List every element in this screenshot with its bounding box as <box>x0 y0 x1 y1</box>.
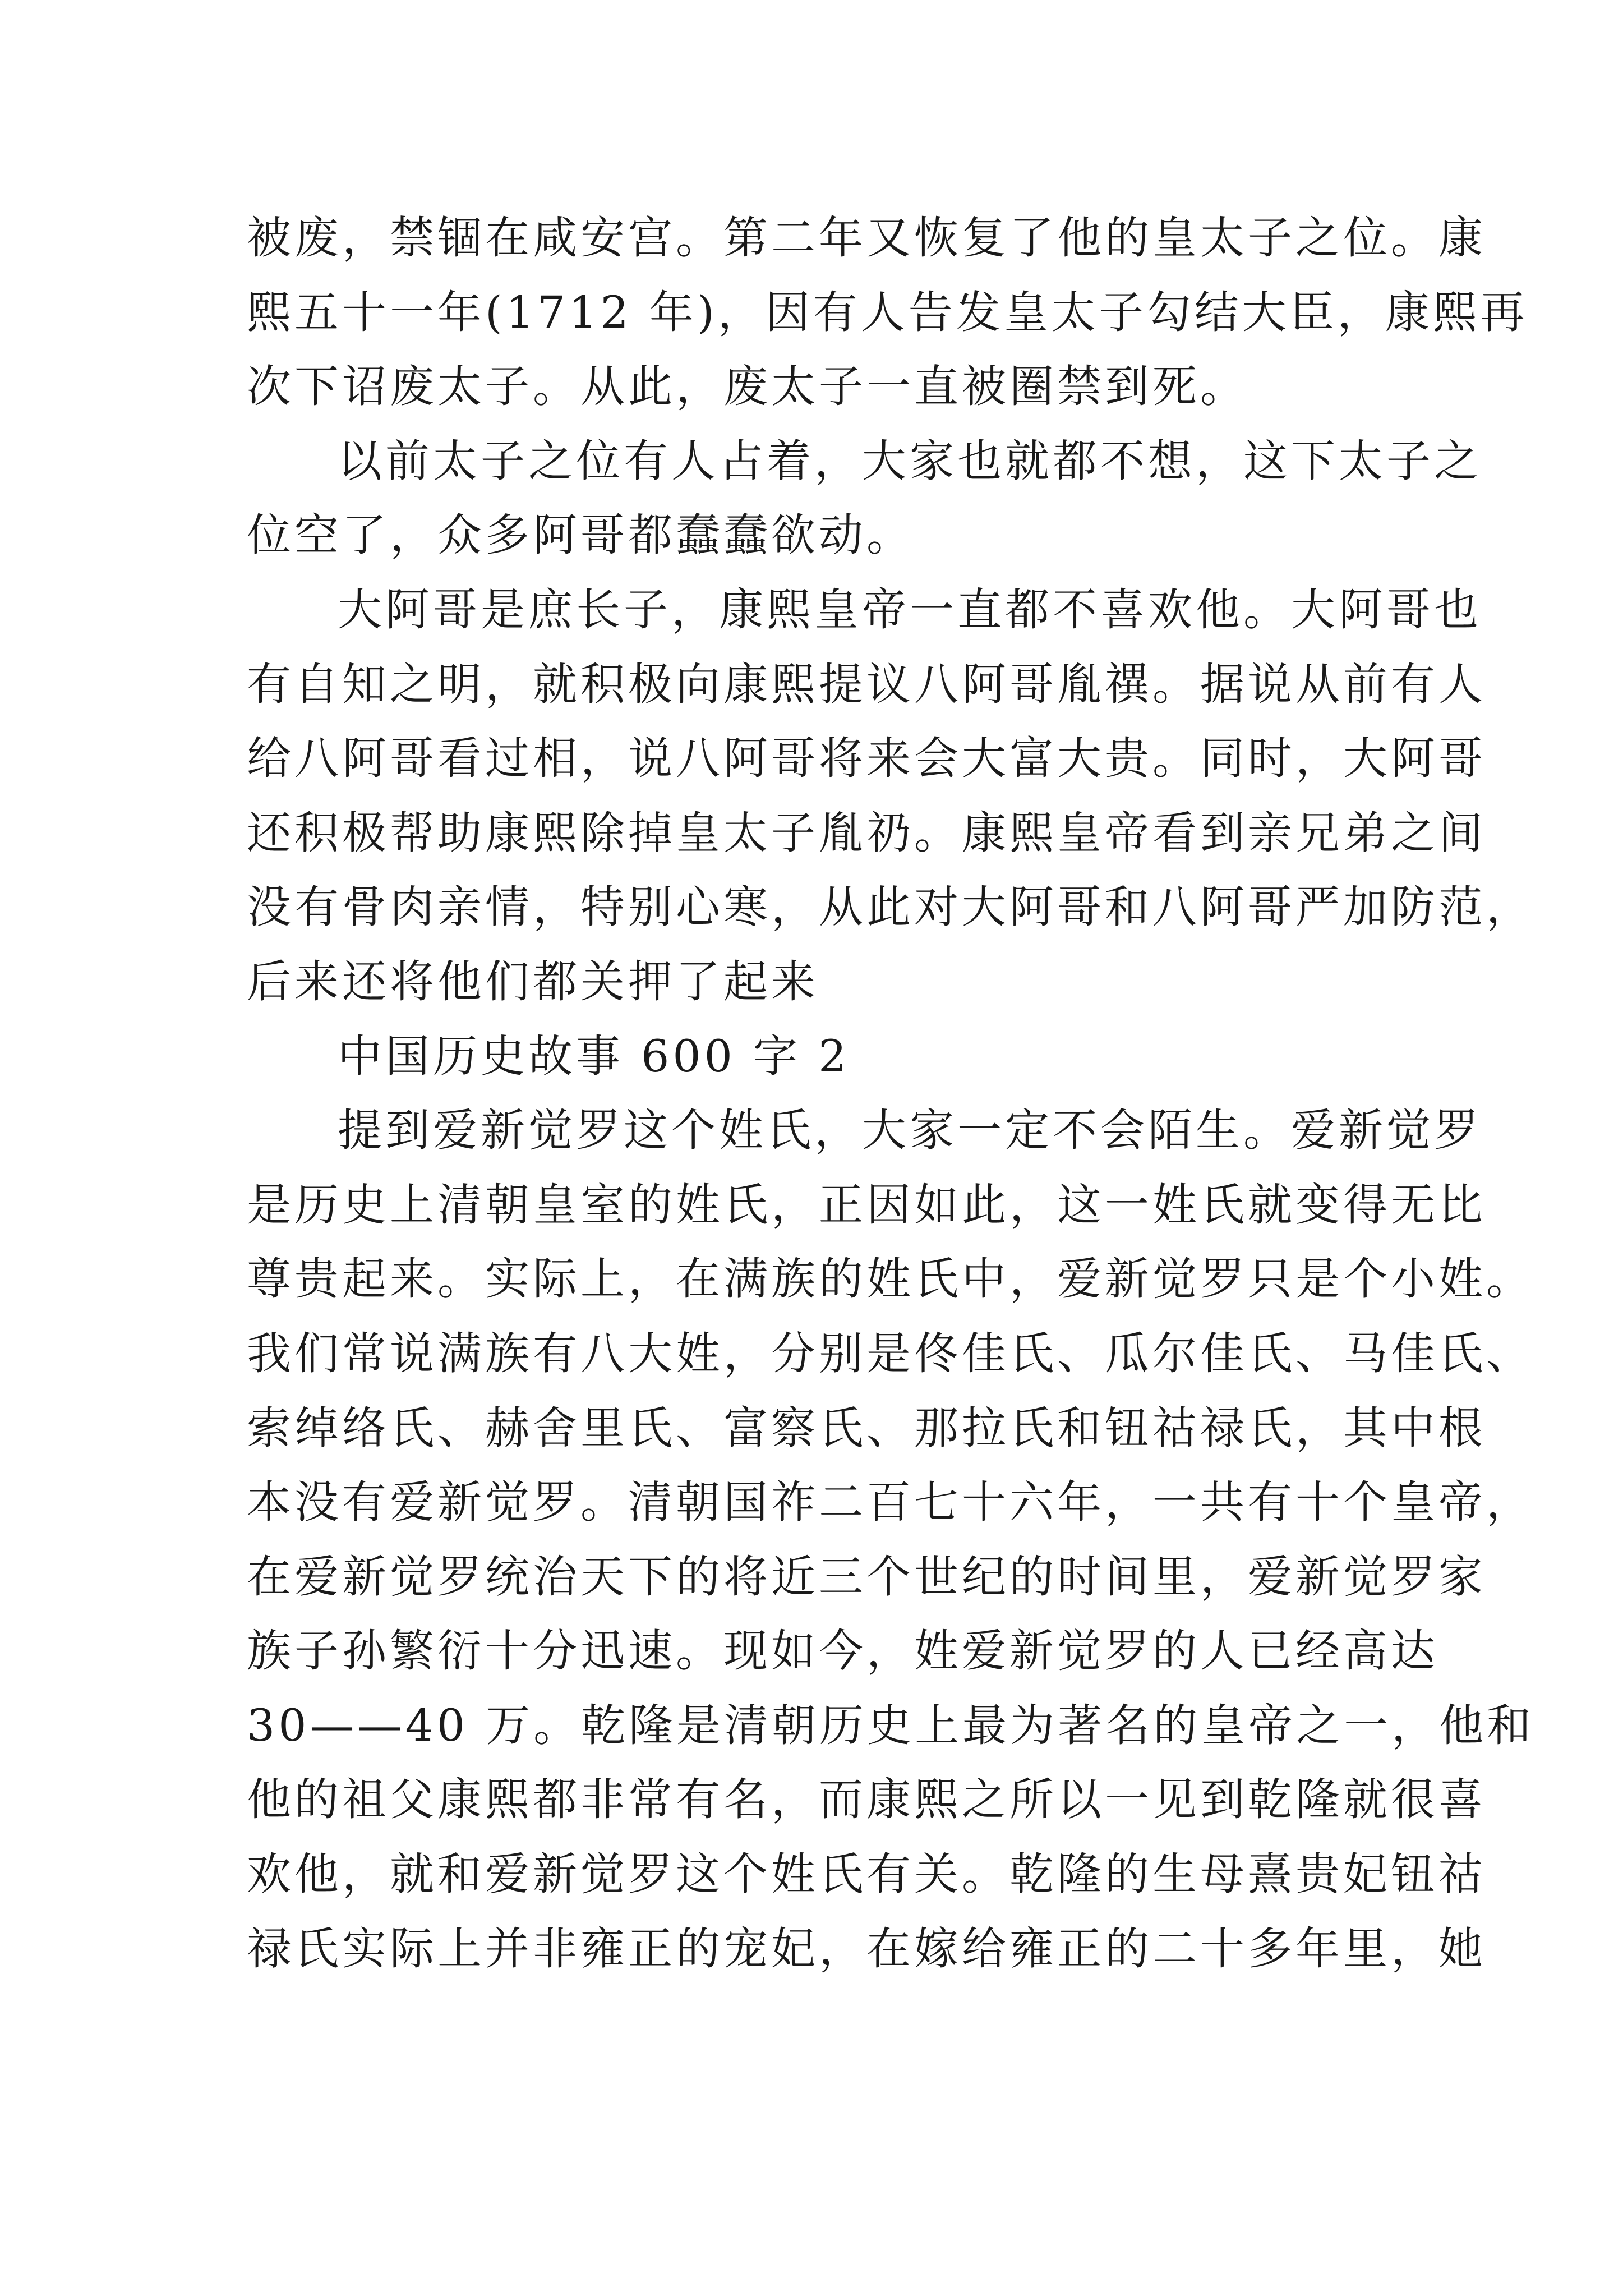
paragraph-first-line: 提到爱新觉罗这个姓氏，大家一定不会陌生。爱新觉罗 <box>338 1105 1482 1157</box>
text-line: 他的祖父康熙都非常有名，而康熙之所以一见到乾隆就很喜 <box>247 1774 1486 1826</box>
text-line: 索绰络氏、赫舍里氏、富察氏、那拉氏和钮祜禄氏，其中根 <box>247 1402 1486 1454</box>
text-line: 后来还将他们都关押了起来 <box>247 955 819 1007</box>
paragraph-first-line: 大阿哥是庶长子，康熙皇帝一直都不喜欢他。大阿哥也 <box>338 583 1482 636</box>
text-line: 给八阿哥看过相，说八阿哥将来会大富大贵。同时，大阿哥 <box>247 733 1486 785</box>
paragraph-first-line: 以前太子之位有人占着，大家也就都不想，这下太子之 <box>338 435 1482 487</box>
text-line: 熙五十一年(1712 年)，因有人告发皇太子勾结大臣，康熙再 <box>247 286 1528 338</box>
text-line: 尊贵起来。实际上，在满族的姓氏中，爱新觉罗只是个小姓。 <box>247 1253 1534 1305</box>
text-line: 欢他，就和爱新觉罗这个姓氏有关。乾隆的生母熹贵妃钮祜 <box>247 1848 1486 1901</box>
text-line: 位空了，众多阿哥都蠢蠢欲动。 <box>247 509 914 562</box>
text-line: 还积极帮助康熙除掉皇太子胤礽。康熙皇帝看到亲兄弟之间 <box>247 807 1486 859</box>
text-line: 是历史上清朝皇室的姓氏，正因如此，这一姓氏就变得无比 <box>247 1179 1486 1231</box>
text-line: 次下诏废太子。从此，废太子一直被圈禁到死。 <box>247 361 1248 413</box>
text-line: 没有骨肉亲情，特别心寒，从此对大阿哥和八阿哥严加防范， <box>247 881 1534 933</box>
body-text <box>247 201 1535 1986</box>
text-line: 本没有爱新觉罗。清朝国祚二百七十六年，一共有十个皇帝， <box>247 1476 1534 1529</box>
text-line: 在爱新觉罗统治天下的将近三个世纪的时间里，爱新觉罗家 <box>247 1550 1486 1603</box>
text-line: 禄氏实际上并非雍正的宠妃，在嫁给雍正的二十多年里，她 <box>247 1922 1486 1975</box>
text-line: 被废，禁锢在咸安宫。第二年又恢复了他的皇太子之位。康 <box>247 212 1486 264</box>
section-heading: 中国历史故事 600 字 2 <box>338 1030 850 1082</box>
text-line: 族子孙繁衍十分迅速。现如今，姓爱新觉罗的人已经高达 <box>247 1625 1438 1677</box>
text-line: 我们常说满族有八大姓，分别是佟佳氏、瓜尔佳氏、马佳氏、 <box>247 1327 1534 1379</box>
text-line: 有自知之明，就积极向康熙提议八阿哥胤禩。据说从前有人 <box>247 658 1486 710</box>
text-line: 30——40 万。乾隆是清朝历史上最为著名的皇帝之一，他和 <box>247 1699 1535 1751</box>
